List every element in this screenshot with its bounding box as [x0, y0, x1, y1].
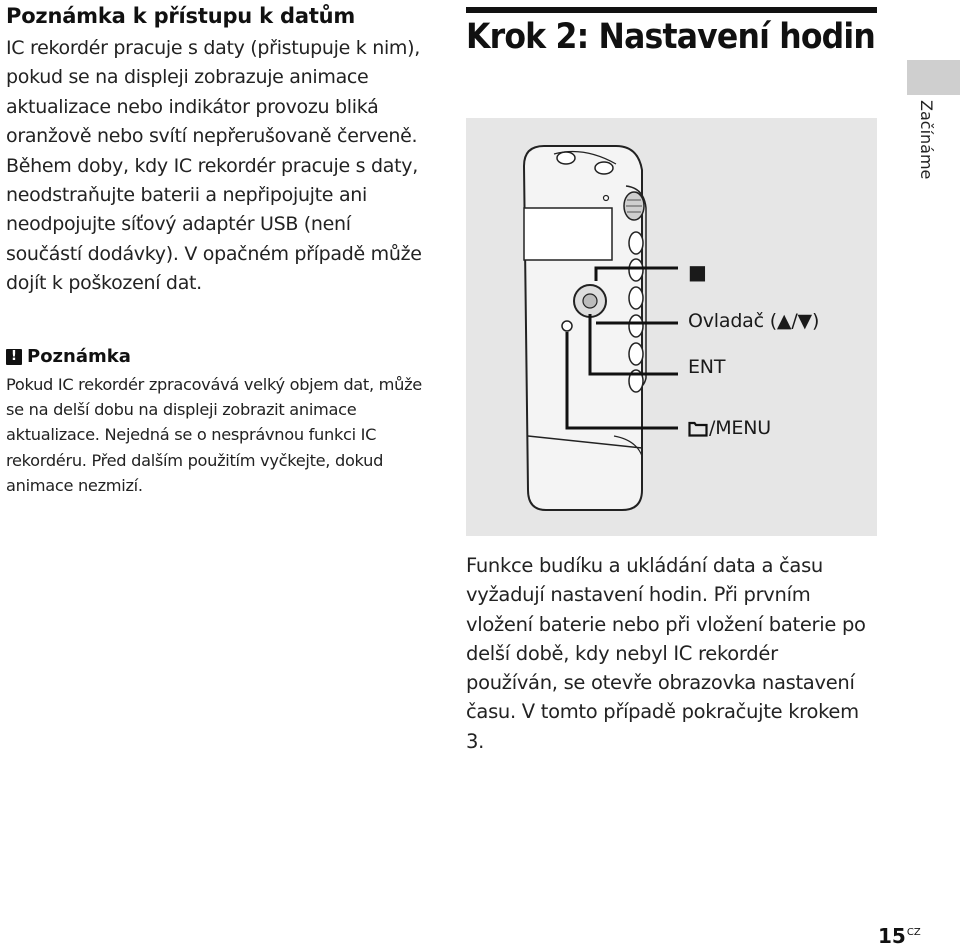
side-button-1	[629, 232, 643, 254]
step-body: Funkce budíku a ukládání data a času vyžadují nastavení hodin. Při prvním vložení baterie nebo při vložení baterie po delší době, kdy nebyl IC rekordér používán, se otevře obrazovka nastavení času. V tomto případě pokračujte krokem 3.	[466, 554, 866, 753]
side-button-stop	[629, 259, 643, 281]
heading-rule	[466, 7, 877, 13]
side-button-4	[629, 315, 643, 337]
side-tab-marker	[907, 60, 960, 95]
callout-stop-label: ■	[688, 260, 707, 284]
side-button-3	[629, 287, 643, 309]
callout-control-label: Ovladač (▲/▼)	[688, 310, 820, 332]
side-button-5	[629, 343, 643, 365]
note-heading-row	[6, 346, 131, 367]
access-note-body: IC rekordér pracuje s daty (přistupuje k nim), pokud se na displeji zobrazuje animace aktualizace nebo indikátor provozu bliká oranžově nebo svítí nepřerušovaně červeně. Během doby, kdy IC rekordér pracuje s daty, neodstraňujte baterii a nepřipojujte ani neodpojujte síťový adaptér USB (není součástí dodávky). V opačném případě může dojít k poškození dat.	[6, 37, 422, 295]
step-heading: Krok 2: Nastavení hodin	[466, 17, 876, 57]
callout-menu-label: /MENU	[709, 417, 771, 439]
note-body: Pokud IC rekordér zpracovává velký objem dat, může se na delší dobu na displeji zobrazit animace aktualizace. Nejedná se o nesprávnou funkci IC rekordéru. Před dalším použitím vyčkejte, dokud animace nezmizí.	[6, 375, 422, 495]
note-heading: Poznámka	[27, 346, 131, 367]
page-number-value: 15	[878, 924, 906, 948]
note-icon: !	[6, 349, 22, 365]
mic-jack-left	[557, 152, 575, 164]
operation-indicator	[604, 196, 609, 201]
display	[524, 208, 612, 260]
mic-jack-right	[595, 162, 613, 174]
page-language-suffix: CZ	[906, 927, 921, 939]
menu-button	[562, 321, 572, 331]
folder-icon	[688, 420, 708, 437]
page-number	[878, 924, 921, 948]
callout-ent-label: ENT	[688, 356, 726, 378]
callout-menu-row	[688, 417, 771, 439]
side-tab-label: Začínáme	[917, 100, 936, 180]
access-note-heading: Poznámka k přístupu k datům	[6, 4, 356, 28]
